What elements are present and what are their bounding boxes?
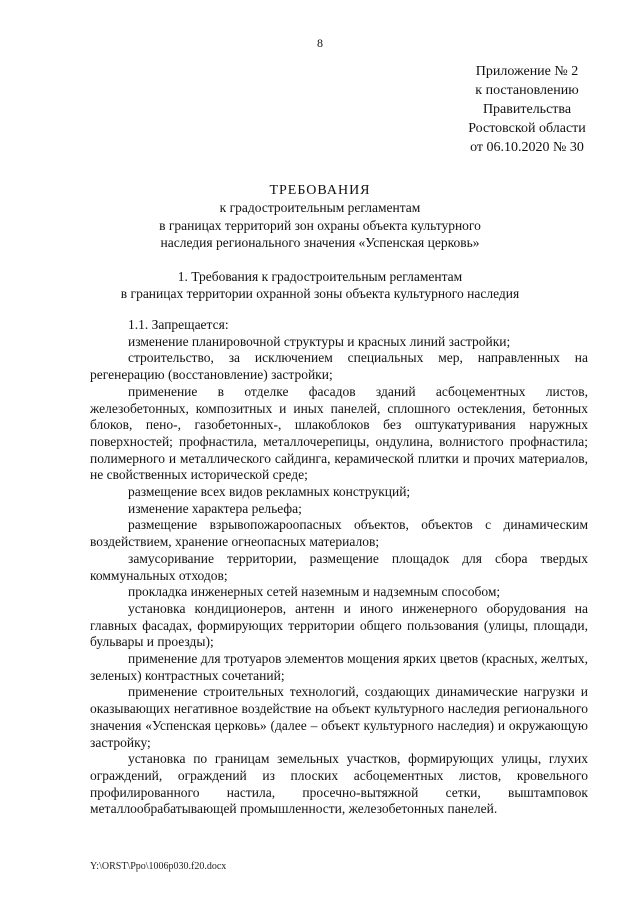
list-item: прокладка инженерных сетей наземным и надземным способом; xyxy=(128,584,501,600)
subtitle-line: к градостроительным регламентам xyxy=(219,200,421,215)
title-block xyxy=(0,182,640,252)
list-item: размещение всех видов рекламных конструкций; xyxy=(128,484,411,500)
list-item: изменение планировочной структуры и красных линий застройки; xyxy=(128,333,511,349)
section-heading-line: 1. Требования к градостроительным регламентам xyxy=(177,269,463,284)
footer-file-path: Y:\ORST\Ppo\1006p030.f20.docx xyxy=(90,861,227,872)
page-number: 8 xyxy=(317,36,323,50)
list-item: размещение взрывопожароопасных объектов, объектов с динамическим воздействием, хранение огнеопасных материалов; xyxy=(90,517,588,550)
document-body xyxy=(90,317,588,818)
appendix-line: к постановлению xyxy=(475,83,579,98)
list-item: строительство, за исключением специальных мер, направленных на регенерацию (восстановление) застройки; xyxy=(90,350,588,383)
appendix-line: Ростовской области xyxy=(468,121,586,136)
list-item: установка кондиционеров, антенн и иного инженерного оборудования на главных фасадах, формирующих территории общего пользования (улицы, площади, бульвары и проезды); xyxy=(90,600,588,650)
section-heading-line: в границах территории охранной зоны объекта культурного наследия xyxy=(120,286,520,301)
list-item: замусоривание территории, размещение площадок для сбора твердых коммунальных отходов; xyxy=(90,550,588,583)
subtitle-line: в границах территорий зон охраны объекта культурного xyxy=(159,217,481,233)
section-heading xyxy=(0,268,640,302)
document-title: ТРЕБОВАНИЯ xyxy=(269,183,371,198)
list-item: применение строительных технологий, создающих динамические нагрузки и оказывающих негативное воздействие на объект культурного наследия регионального значения «Успенская церковь» (далее – объект культурного наследия) и окружающую застройку; xyxy=(90,684,588,750)
clause-heading: 1.1. Запрещается: xyxy=(128,317,229,332)
appendix-line: Приложение № 2 xyxy=(475,64,579,79)
appendix-block xyxy=(452,62,602,157)
appendix-line: от 06.10.2020 № 30 xyxy=(470,140,584,155)
list-item: применение для тротуаров элементов мощения ярких цветов (красных, желтых, зеленых) контрастных сочетаний; xyxy=(90,651,589,683)
appendix-line: Правительства xyxy=(482,102,572,117)
subtitle-line: наследия регионального значения «Успенская церковь» xyxy=(160,235,480,250)
list-item: установка по границам земельных участков, формирующих улицы, глухих ограждений, ограждений из плоских асбоцементных листов, кровельного профилированного настила, просечно-вытяжной сетки, выштамповок металлообрабатывающей промышленности, железобетонных панелей. xyxy=(90,751,588,817)
list-item: изменение характера рельефа; xyxy=(128,500,302,516)
list-item: применение в отделке фасадов зданий асбоцементных листов, железобетонных, композитных и иных панелей, сплошного остекления, бетонных блоков, пено-, газобетонных-, шлакоблоков без оштукатуривания наружных поверхностей; профнастила, металлочерепицы, ондулина, волнистого профнастила; полимерного и металлического сайдинга, керамической плитки и прочих материалов, не свойственных исторической среде; xyxy=(90,383,588,483)
